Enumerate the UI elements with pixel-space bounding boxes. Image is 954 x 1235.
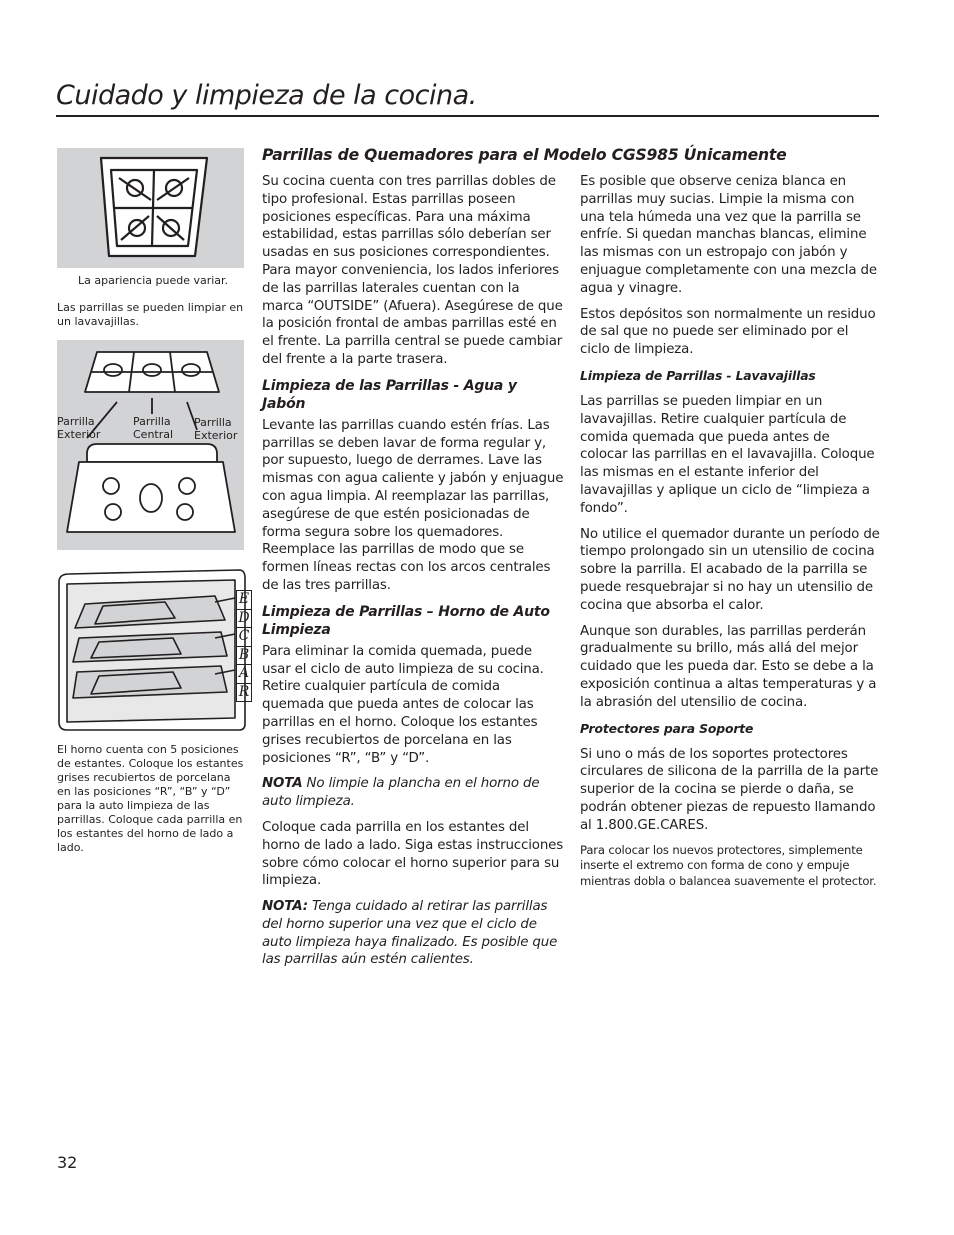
grate-caption: La apariencia puede variar.	[78, 274, 229, 287]
dishwasher-heading: Limpieza de Parrillas - Lavavajillas	[580, 367, 816, 383]
page-title: Cuidado y limpieza de la cocina.	[56, 80, 477, 111]
page-number: 32	[57, 1153, 78, 1172]
self-clean-paragraph: Para eliminar la comida quemada, puede usar el ciclo de auto limpieza de su cocina. Retire cualquier partícula de comida quemada que pueda antes de colocar las parrillas en el horno. Coloque los estantes grises recubiertos de porcelana en las posiciones “R”, “B” y “D”.	[262, 643, 544, 766]
cooktop-drawing	[57, 340, 244, 550]
text-column-2	[580, 173, 880, 897]
note-hot-grates-label: NOTA:	[262, 899, 308, 915]
self-clean-heading: Limpieza de Parrillas – Horno de Auto Limpieza	[262, 603, 550, 639]
deposits-paragraph: Estos depósitos son normalmente un residuo de sal que no puede ser eliminado por el ciclo de limpieza.	[580, 306, 876, 358]
dishwasher-paragraph: Las parrillas se pueden limpiar en un lavavajillas. Retire cualquier partícula de comida quemada que pueda antes de colocar las parrillas en el lavavajilla. Coloque las mismas en el estante inferior del lavavajillas y aplique un ciclo de “limpieza a fondo”.	[580, 393, 875, 516]
ash-paragraph: Es posible que observe ceniza blanca en parrillas muy sucias. Limpie la misma con una tela húmeda una vez que la parrilla se enfríe. Si quedan manchas blancas, elimine las mismas con un estropajo con jabón y enjuague completamente con una mezcla de agua y vinagre.	[580, 174, 877, 296]
intro-paragraph: Su cocina cuenta con tres parrillas dobles de tipo profesional. Estas parrillas poseen posiciones específicas. Para una máxima estabilidad, estas parrillas sólo deberían ser usadas en sus posiciones correspondientes. Para mayor conveniencia, los lados inferiores de las parrillas laterales cuentan con la marca “OUTSIDE” (Afuera). Asegúrese de que la posición frontal de ambas parrillas esté en el frente. La parrilla central se puede cambiar del frente a la parte trasera.	[262, 174, 563, 367]
oven-caption: El horno cuenta con 5 posiciones de estantes. Coloque los estantes grises recubiertos de porcelana en las posiciones “R”, “B” y “D” para la auto limpieza de las parrillas. Coloque cada parrilla en los estantes del horno de lado a lado.	[57, 743, 244, 854]
note-griddle-text: No limpie la plancha en el horno de auto limpieza.	[262, 776, 540, 810]
rack-letter-e: E	[236, 590, 252, 609]
label-center-grate: Parrilla Central	[133, 415, 174, 441]
cooktop-illustration	[57, 340, 244, 550]
note-griddle	[262, 775, 564, 811]
placement-paragraph: Coloque cada parrilla en los estantes del horno de lado a lado. Siga estas instrucciones sobre cómo colocar el horno superior para su limpieza.	[262, 819, 564, 889]
rack-letter-c: C	[236, 627, 252, 646]
title-divider	[56, 115, 879, 117]
grate-illustration	[57, 148, 244, 268]
note-hot-grates-text: Tenga cuidado al retirar las parrillas del horno superior una vez que el ciclo de auto limpieza haya finalizado. Es posible que las parrillas aún estén calientes.	[262, 899, 558, 968]
rack-letter-a: A	[236, 664, 252, 683]
rack-letter-d: D	[236, 609, 252, 628]
label-left-grate: Parrilla Exterior	[57, 415, 101, 441]
rack-letter-b: B	[236, 646, 252, 665]
section-heading: Parrillas de Quemadores para el Modelo CGS985 Únicamente	[262, 146, 787, 164]
label-right-grate: Parrilla Exterior	[194, 416, 238, 442]
note-griddle-label: NOTA	[262, 776, 303, 792]
rack-letter-list	[236, 590, 252, 702]
water-soap-heading: Limpieza de las Parrillas - Agua y Jabón	[262, 377, 517, 413]
grate-drawing	[57, 148, 244, 268]
text-column-1	[262, 173, 564, 977]
protectors-heading: Protectores para Soporte	[580, 720, 754, 736]
rack-letter-r: R	[236, 683, 252, 703]
protectors-paragraph: Si uno o más de los soportes protectores circulares de silicona de la parrilla de la parte superior de la cocina se pierde o daña, se podrán obtener piezas de repuesto llamando al 1.800.GE.CARES.	[580, 746, 879, 833]
note-hot-grates	[262, 898, 564, 969]
oven-racks-illustration	[55, 568, 250, 734]
oven-drawing	[55, 568, 250, 734]
durability-paragraph: Aunque son durables, las parrillas perderán gradualmente su brillo, más allá del mejor cuidado que les pueda dar. Esto se debe a la exposición continua a altas temperaturas y a la abrasión del utensilio de cocina.	[580, 623, 877, 710]
water-soap-paragraph: Levante las parrillas cuando estén frías. Las parrillas se deben lavar de forma regular y, por supuesto, luego de derrames. Lave las mismas con agua caliente y jabón y enjuague con agua limpia. Al reemplazar las parrillas, asegúrese de que estén posicionadas de forma segura sobre los quemadores. Reemplace las parrillas de modo que se formen líneas rectas con los arcos centrales de las tres parrillas.	[262, 417, 564, 593]
protectors-install-paragraph: Para colocar los nuevos protectores, simplemente inserte el extremo con forma de cono y empuje mientras dobla o balancea suavemente el protector.	[580, 842, 877, 888]
dishwasher-caption: Las parrillas se pueden limpiar en un lavavajillas.	[57, 301, 244, 328]
burner-warning-paragraph: No utilice el quemador durante un período de tiempo prolongado sin un utensilio de cocina sobre la parrilla. El acabado de la parrilla se puede resquebrajar si no hay un utensilio de cocina que absorba el calor.	[580, 526, 880, 613]
